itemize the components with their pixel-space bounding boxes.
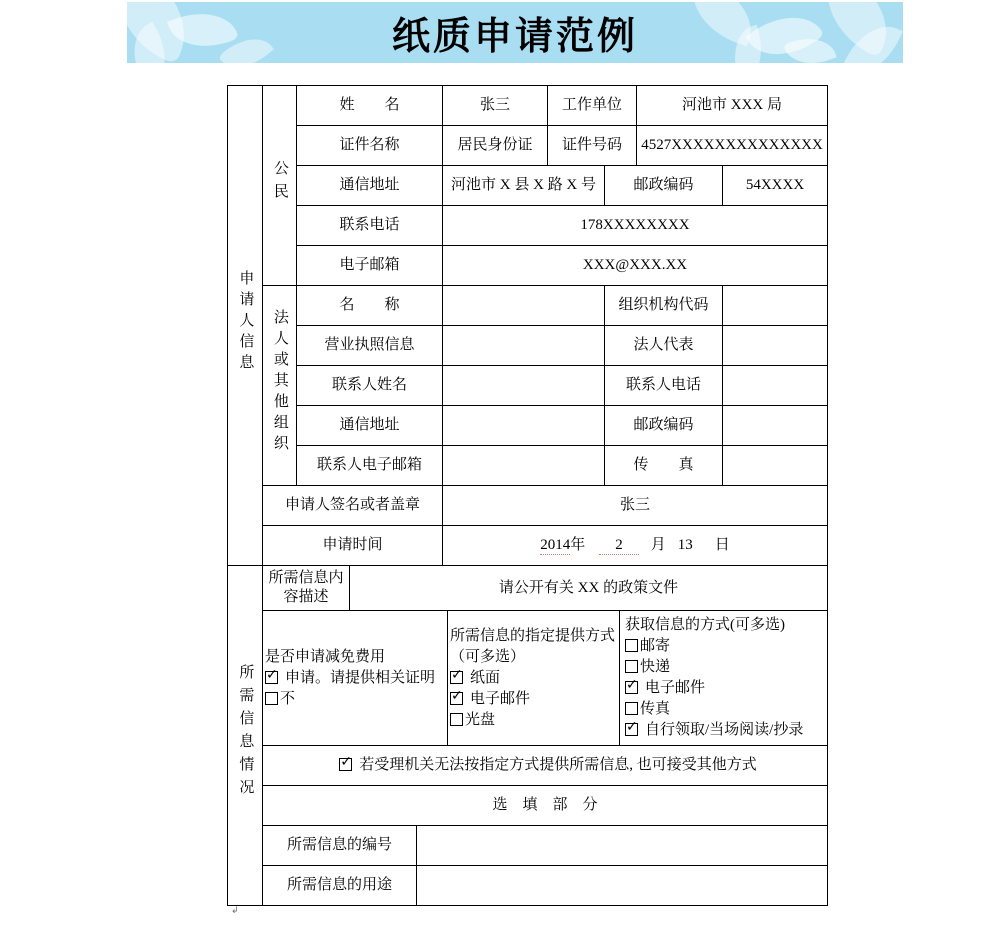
fee-waiver-title: 是否申请减免费用: [265, 648, 386, 665]
application-form-table: [227, 85, 828, 906]
obtain-option-express-label: 快递: [640, 659, 671, 675]
citizen-address-label: 通信地址: [297, 166, 443, 206]
legal-group-label: 法人或其他组织: [271, 309, 288, 457]
apply-year: 2014: [540, 536, 570, 556]
info-purpose-label: 所需信息的用途: [263, 866, 417, 906]
citizen-phone-label: 联系电话: [297, 206, 443, 246]
applicant-section-label: 申请人信息: [237, 270, 254, 376]
apply-month-unit: 月: [650, 536, 666, 553]
fax-label: 传 真: [605, 446, 723, 486]
certificate-name-value: 居民身份证: [443, 126, 548, 166]
checkbox-icon: [625, 660, 638, 673]
checkbox-icon: [265, 671, 278, 684]
apply-time-value: [443, 526, 828, 566]
obtain-method-title: 获取信息的方式(可多选): [625, 617, 786, 633]
certificate-number-label: 证件号码: [548, 126, 637, 166]
citizen-postcode-value: 54XXXX: [723, 166, 828, 206]
legal-representative-label: 法人代表: [605, 326, 723, 366]
legal-name-label: 名 称: [297, 286, 443, 326]
legal-name-value: [443, 286, 605, 326]
fee-option-apply: [265, 668, 445, 689]
work-unit-value: 河池市 XXX 局: [637, 86, 828, 126]
citizen-email-value: XXX@XXX.XX: [443, 246, 828, 286]
checkbox-icon: [625, 702, 638, 715]
contact-phone-label: 联系人电话: [605, 366, 723, 406]
legal-postcode-value: [723, 406, 828, 446]
optional-section-title: 选 填 部 分: [263, 786, 828, 826]
apply-year-unit: 年: [570, 536, 586, 553]
citizen-postcode-label: 邮政编码: [605, 166, 723, 206]
provide-option-paper-label: 纸面: [470, 669, 501, 686]
obtain-option-mail: [625, 636, 825, 657]
required-section-header: [228, 566, 263, 906]
legal-address-label: 通信地址: [297, 406, 443, 446]
required-section-label: 所需信息情况: [237, 663, 254, 802]
obtain-option-self-label: 自行领取/当场阅读/抄录: [645, 722, 804, 738]
obtain-option-express: [625, 657, 825, 678]
citizen-group-label: 公民: [271, 159, 288, 206]
apply-day-unit: 日: [714, 536, 730, 553]
obtain-option-email: [625, 678, 825, 699]
info-number-label: 所需信息的编号: [263, 826, 417, 866]
checkbox-icon: [450, 713, 463, 726]
provide-method-title: 所需信息的指定提供方式（可多选）: [450, 627, 616, 665]
citizen-name-value: 张三: [443, 86, 548, 126]
provide-option-disc-label: 光盘: [465, 711, 496, 728]
checkbox-icon: [265, 692, 278, 705]
apply-month: 2: [599, 536, 639, 556]
fee-option-no-label: 不: [280, 690, 296, 707]
provide-option-paper: [450, 668, 617, 689]
contact-email-label: 联系人电子邮箱: [297, 446, 443, 486]
certificate-number-value: 4527XXXXXXXXXXXXXX: [637, 126, 828, 166]
provide-method-cell: [448, 611, 620, 746]
org-code-value: [723, 286, 828, 326]
fee-option-apply-label: 申请。请提供相关证明: [285, 669, 436, 686]
obtain-option-email-label: 电子邮件: [645, 680, 706, 696]
obtain-option-fax: [625, 699, 825, 720]
fee-waiver-cell: [263, 611, 448, 746]
page-title: 纸质申请范例: [391, 16, 638, 58]
contact-email-value: [443, 446, 605, 486]
org-code-label: 组织机构代码: [605, 286, 723, 326]
citizen-name-label: 姓 名: [297, 86, 443, 126]
work-unit-label: 工作单位: [548, 86, 637, 126]
obtain-option-mail-label: 邮寄: [640, 638, 671, 654]
citizen-address-value: 河池市 X 县 X 路 X 号: [443, 166, 605, 206]
apply-time-label: 申请时间: [263, 526, 443, 566]
citizen-group-header: [263, 86, 297, 286]
citizen-phone-value: 178XXXXXXXX: [443, 206, 828, 246]
certificate-name-label: 证件名称: [297, 126, 443, 166]
legal-address-value: [443, 406, 605, 446]
obtain-method-cell: [620, 611, 828, 746]
info-number-value: [417, 826, 828, 866]
paragraph-mark: ↲: [231, 906, 239, 916]
info-purpose-value: [417, 866, 828, 906]
fax-value: [723, 446, 828, 486]
legal-representative-value: [723, 326, 828, 366]
contact-name-value: [443, 366, 605, 406]
legal-postcode-label: 邮政编码: [605, 406, 723, 446]
citizen-email-label: 电子邮箱: [297, 246, 443, 286]
checkbox-icon: [625, 723, 638, 736]
accept-other-row: [263, 746, 828, 786]
contact-phone-value: [723, 366, 828, 406]
checkbox-icon: [450, 692, 463, 705]
title-banner: [127, 2, 903, 63]
checkbox-icon: [339, 758, 352, 771]
apply-day: 13: [677, 536, 693, 553]
license-info-value: [443, 326, 605, 366]
provide-option-email-label: 电子邮件: [470, 690, 531, 707]
obtain-option-self: [625, 720, 825, 741]
description-value: 请公开有关 XX 的政策文件: [350, 566, 828, 611]
legal-group-header: [263, 286, 297, 486]
checkbox-icon: [625, 681, 638, 694]
provide-option-email: [450, 689, 617, 710]
checkbox-icon: [450, 671, 463, 684]
fee-option-no: [265, 689, 445, 710]
signature-value: 张三: [443, 486, 828, 526]
accept-other-label: 若受理机关无法按指定方式提供所需信息, 也可接受其他方式: [359, 757, 757, 774]
obtain-option-fax-label: 传真: [640, 701, 671, 717]
description-label: 所需信息内容描述: [263, 566, 350, 611]
checkbox-icon: [625, 639, 638, 652]
signature-label: 申请人签名或者盖章: [263, 486, 443, 526]
provide-option-disc: [450, 710, 617, 731]
contact-name-label: 联系人姓名: [297, 366, 443, 406]
license-info-label: 营业执照信息: [297, 326, 443, 366]
applicant-section-header: [228, 86, 263, 566]
